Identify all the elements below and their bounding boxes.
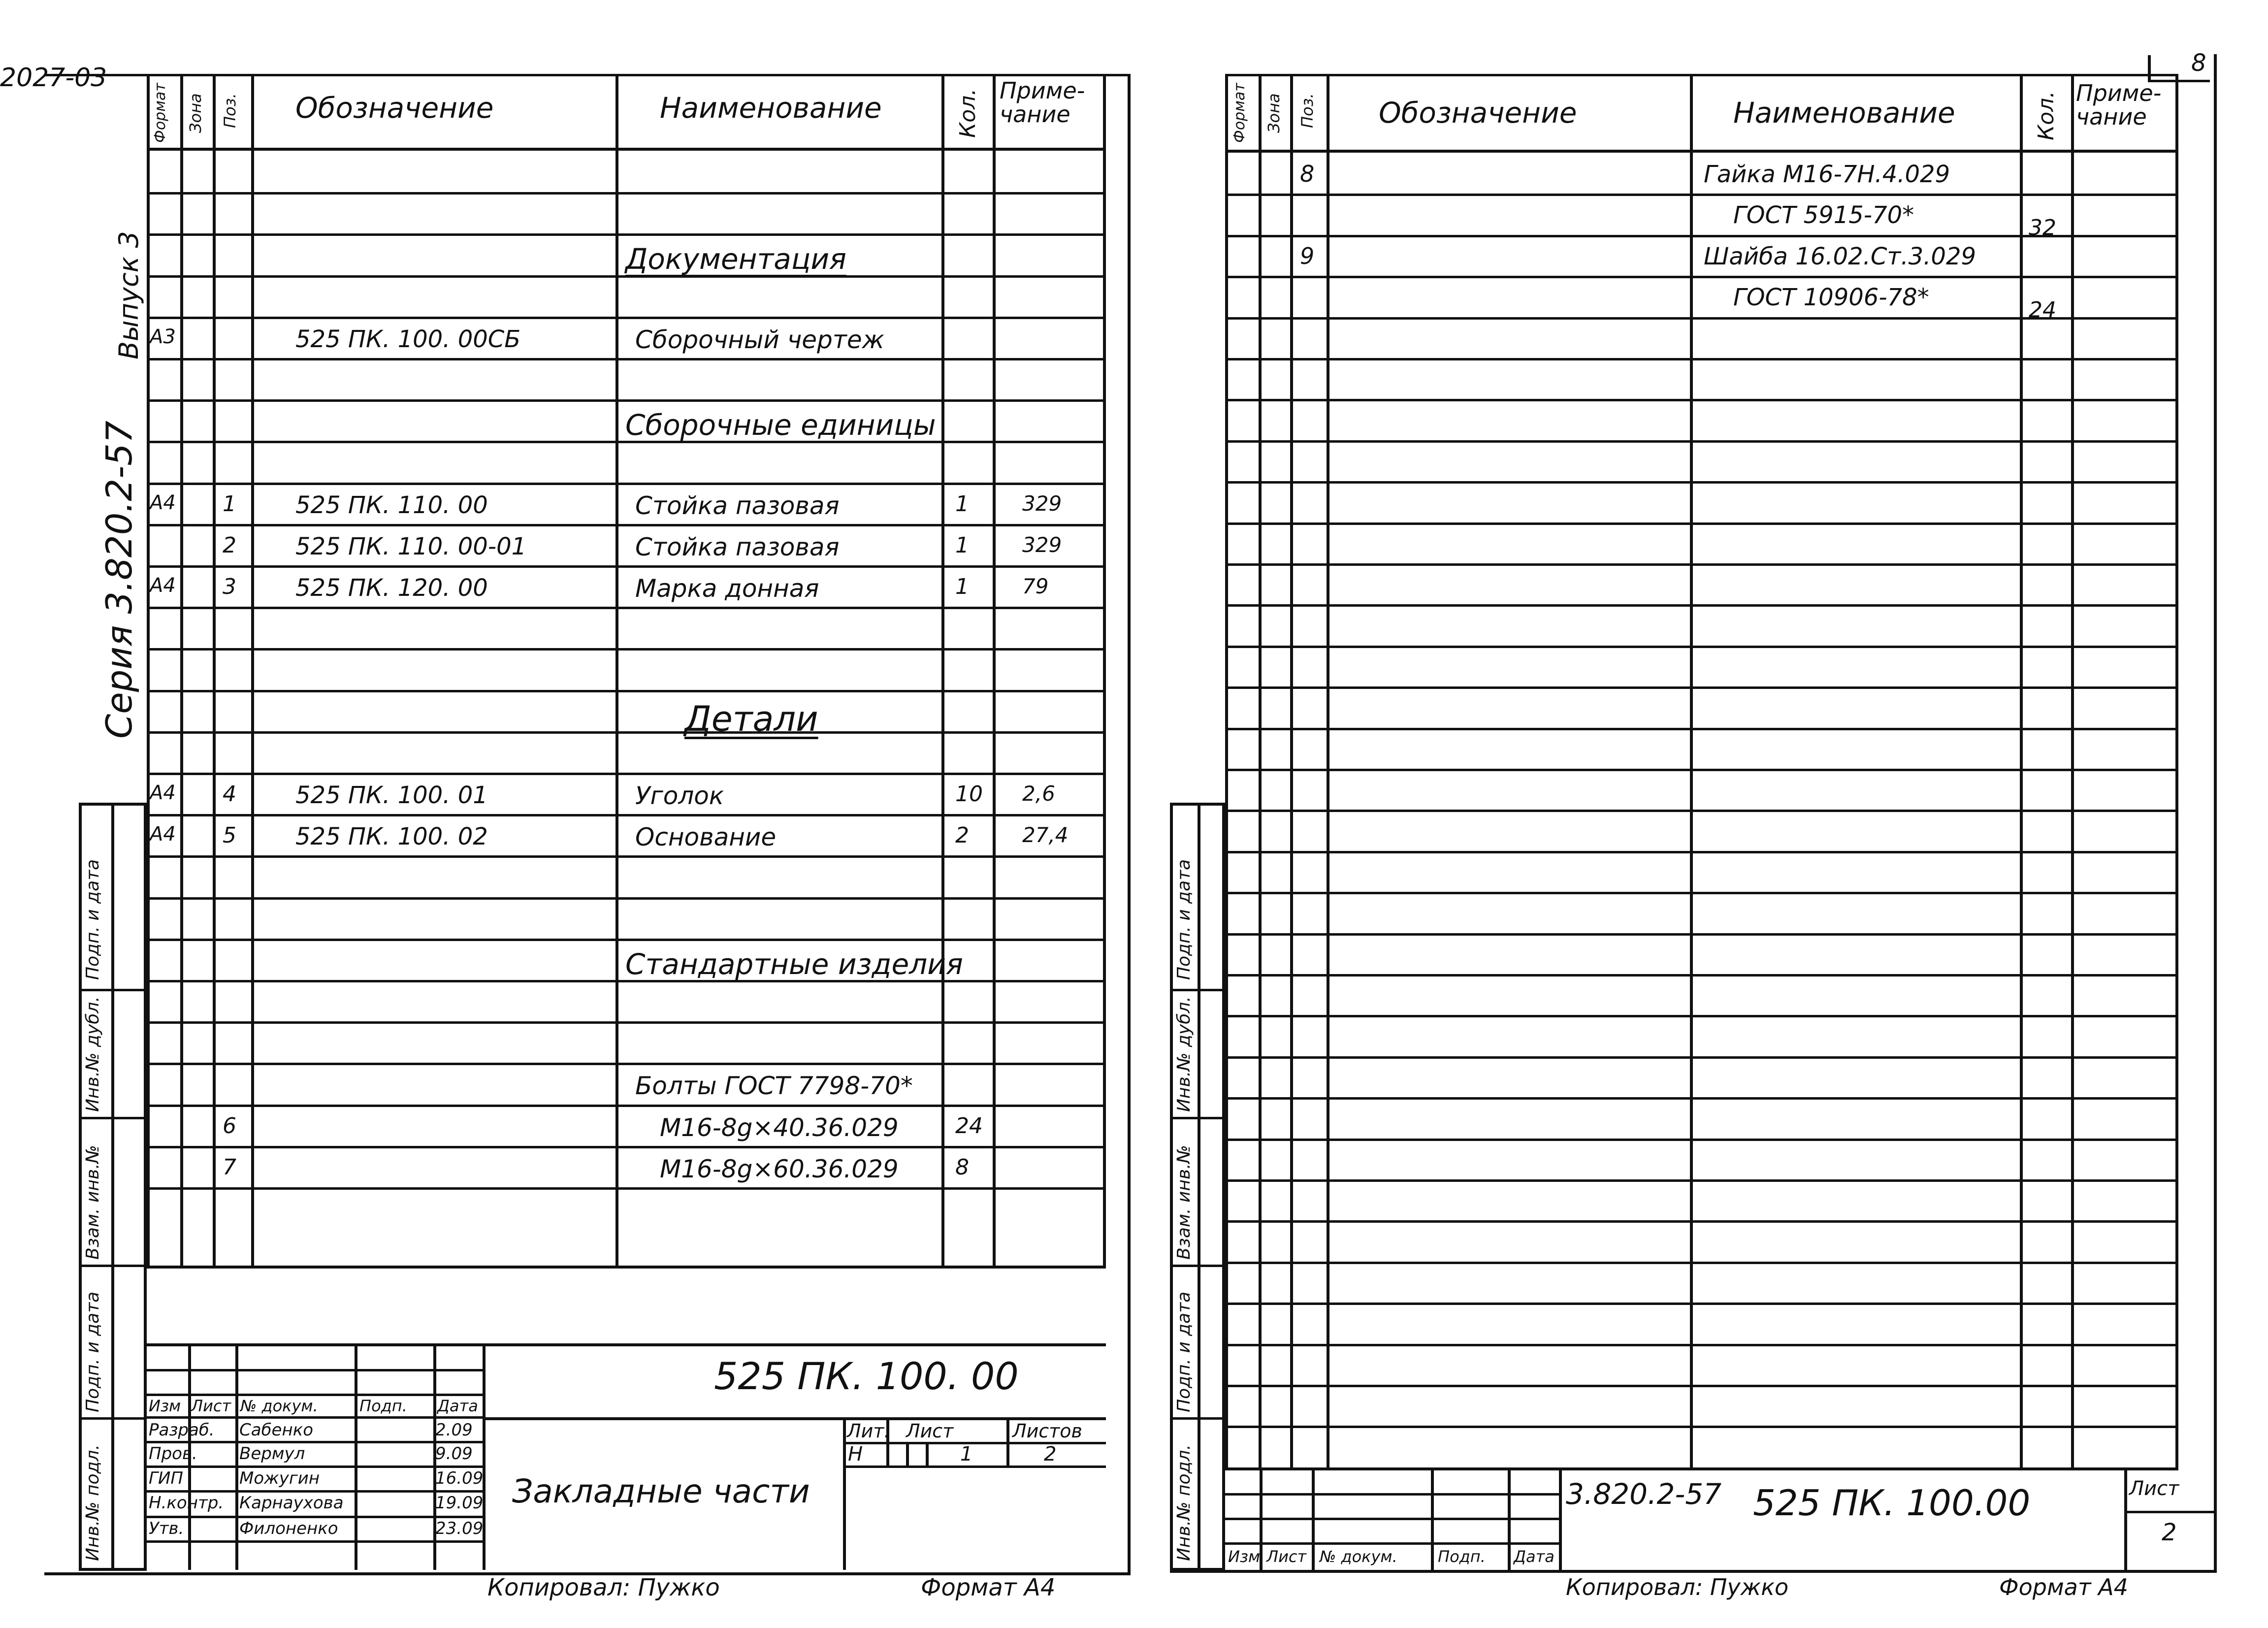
left-tb-col-dokum: № докум. <box>240 1397 318 1415</box>
left-row-9-naimenovanie-cell: Стойка пазовая <box>635 533 840 561</box>
left-row-16-kol-cell: 2 <box>955 823 969 848</box>
right-row-3-name-cell: ГОСТ 10906-78* <box>1733 284 1929 311</box>
left-tb-person-4-role: Утв. <box>149 1519 184 1538</box>
left-tb-list-value: 1 <box>960 1443 973 1465</box>
left-row-24-poz-cell: 7 <box>223 1155 236 1180</box>
left-row-4-format-cell: А3 <box>150 326 176 348</box>
table-row-line <box>147 358 1106 360</box>
right-footer-kopiroval: Копировал: Пужко <box>1566 1574 1789 1600</box>
right-row-0-poz-cell: 8 <box>1300 161 1315 187</box>
table-row-line <box>147 1021 1106 1024</box>
left-tb-person-0-role: Разраб. <box>149 1420 215 1440</box>
left-tb-lit-value: Н <box>848 1443 863 1465</box>
top-left-code: 2027-03 <box>0 63 107 93</box>
right-col-format-header: Формат <box>1231 83 1248 143</box>
left-row-16-format-cell: А4 <box>150 823 176 846</box>
table-row-line <box>147 524 1106 526</box>
left-col-oboznachenie-header: Обозначение <box>295 91 494 125</box>
table-row-line <box>147 1063 1106 1065</box>
stamp-vzam-inv: Взам. инв.№ <box>83 1145 103 1260</box>
left-tb-person-1-date: 9.09 <box>435 1444 473 1464</box>
left-row-8-kol-cell: 1 <box>955 491 969 517</box>
table-row-line <box>1225 1344 2178 1346</box>
table-row-line <box>147 939 1106 941</box>
table-row-line <box>1225 769 2178 771</box>
left-row-15-naimenovanie-cell: Уголок <box>635 781 724 810</box>
left-row-10-naimenovanie-cell: Марка донная <box>635 574 819 603</box>
left-row-10-primechanie-cell: 79 <box>1022 574 1049 598</box>
right-stamp-vzam-inv: Взам. инв.№ <box>1174 1145 1194 1260</box>
table-row-line <box>147 648 1106 651</box>
table-row-line <box>147 1187 1106 1190</box>
left-tb-listov-label: Листов <box>1012 1420 1082 1442</box>
right-col-poz-header: Поз. <box>1298 93 1317 128</box>
table-row-line <box>147 897 1106 900</box>
right-col-oboznachenie-header: Обозначение <box>1379 96 1577 130</box>
left-tb-person-4-name: Филоненко <box>239 1519 338 1538</box>
left-row-9-oboznachenie-cell: 525 ПК. 110. 00-01 <box>295 533 527 560</box>
left-row-24-naimenovanie-cell: М16-8g×60.36.029 <box>660 1155 899 1183</box>
right-tb-col-data: Дата <box>1514 1547 1555 1566</box>
table-row-line <box>147 814 1106 816</box>
left-tb-person-1-role: Пров. <box>149 1444 197 1464</box>
table-row-line <box>1225 1426 2178 1428</box>
stamp-podp-data-bottom: Подп. и дата <box>83 1291 103 1412</box>
right-col-zona-header: Зона <box>1264 93 1283 133</box>
right-tb-col-dokum: № докум. <box>1320 1547 1397 1566</box>
left-row-8-format-cell: А4 <box>150 491 176 514</box>
right-row-2-name-cell: Шайба 16.02.Ст.3.029 <box>1704 243 1976 270</box>
left-row-4-oboznachenie-cell: 525 ПК. 100. 00СБ <box>295 326 521 353</box>
table-row-line <box>147 1105 1106 1107</box>
table-row-line <box>147 607 1106 609</box>
left-row-9-primechanie-cell: 329 <box>1022 533 1062 557</box>
left-col-naimenovanie-header: Наименование <box>660 91 882 125</box>
right-col-kol-header: Кол. <box>2034 91 2059 140</box>
table-row-line <box>1225 1302 2178 1305</box>
table-row-line <box>1225 399 2178 401</box>
table-row-line <box>147 317 1106 319</box>
side-label-seriya: Серия 3.820.2-57 <box>98 421 140 739</box>
table-row-line <box>1225 810 2178 812</box>
table-row-line <box>1225 1015 2178 1017</box>
left-col-primechanie-header: Приме- чание <box>1000 77 1085 128</box>
left-row-15-primechanie-cell: 2,6 <box>1022 781 1055 806</box>
table-row-line <box>1225 933 2178 936</box>
stamp-inv-podl: Инв.№ подл. <box>83 1444 103 1561</box>
left-row-23-naimenovanie-cell: М16-8g×40.36.029 <box>660 1113 899 1142</box>
left-col-zona-header: Зона <box>186 93 205 133</box>
right-row-0-name-cell: Гайка М16-7Н.4.029 <box>1704 161 1950 188</box>
stamp-podp-data-top: Подп. и дата <box>83 859 103 980</box>
table-row-line <box>1225 1097 2178 1100</box>
table-row-line <box>1225 522 2178 525</box>
left-row-23-kol-cell: 24 <box>955 1113 983 1139</box>
right-footer-format: Формат А4 <box>1999 1574 2128 1600</box>
table-row-line <box>147 565 1106 568</box>
right-stamp-podp-data-top: Подп. и дата <box>1174 859 1194 980</box>
left-row-9-kol-cell: 1 <box>955 533 969 558</box>
left-row-8-poz-cell: 1 <box>223 491 236 517</box>
left-row-23-poz-cell: 6 <box>223 1113 236 1139</box>
left-row-24-kol-cell: 8 <box>955 1155 969 1180</box>
right-row-1-name-cell: ГОСТ 5915-70* <box>1733 201 1914 229</box>
table-row-line <box>147 690 1106 692</box>
left-tb-person-0-date: 2.09 <box>435 1420 473 1440</box>
left-tb-person-2-name: Можугин <box>239 1468 320 1488</box>
left-row-15-format-cell: А4 <box>150 781 176 804</box>
left-row-16-naimenovanie-cell: Основание <box>635 823 777 851</box>
table-row-line <box>147 1146 1106 1148</box>
left-row-22-naimenovanie-cell: Болты ГОСТ 7798-70* <box>635 1072 913 1100</box>
left-row-10-oboznachenie-cell: 525 ПК. 120. 00 <box>295 574 488 602</box>
left-row-9-poz-cell: 2 <box>223 533 236 558</box>
table-row-line <box>1225 892 2178 894</box>
left-col-format-header: Формат <box>152 83 169 143</box>
left-header-bottom-line <box>147 148 1106 151</box>
table-row-line <box>1225 1385 2178 1387</box>
table-row-line <box>1225 686 2178 689</box>
table-row-line <box>1225 194 2178 196</box>
table-row-line <box>1225 358 2178 360</box>
left-tb-listov-value: 2 <box>1044 1443 1057 1465</box>
right-row-1-kol-cell: 32 <box>2029 215 2056 240</box>
table-row-line <box>147 399 1106 402</box>
left-row-8-oboznachenie-cell: 525 ПК. 110. 00 <box>295 491 488 519</box>
page-number-top-right: 8 <box>2191 49 2206 77</box>
left-row-10-poz-cell: 3 <box>223 574 236 599</box>
right-tb-col-podp: Подп. <box>1438 1547 1486 1566</box>
left-row-2-naimenovanie-cell: Документация <box>625 242 846 276</box>
right-tb-col-izm: Изм <box>1228 1547 1261 1566</box>
left-tb-person-1-name: Вермул <box>239 1444 305 1464</box>
left-tb-person-2-role: ГИП <box>149 1468 183 1488</box>
left-tb-person-3-role: Н.контр. <box>149 1493 224 1513</box>
right-tb-list-value: 2 <box>2162 1519 2177 1546</box>
left-col-kol-header: Кол. <box>955 88 980 138</box>
table-row-line <box>1225 646 2178 648</box>
table-row-line <box>1225 1056 2178 1059</box>
right-tb-series: 3.820.2-57 <box>1566 1477 1722 1511</box>
left-tb-col-podp: Подп. <box>359 1397 407 1415</box>
table-row-line <box>147 233 1106 236</box>
left-row-10-format-cell: А4 <box>150 574 176 597</box>
left-tb-doc-name: Закладные части <box>512 1472 810 1510</box>
left-row-8-primechanie-cell: 329 <box>1022 491 1062 516</box>
table-row-line <box>147 731 1106 734</box>
table-row-line <box>1225 276 2178 278</box>
left-footer-format: Формат А4 <box>921 1574 1056 1601</box>
left-tb-doc-code: 525 ПК. 100. 00 <box>714 1354 1019 1398</box>
table-row-line <box>1225 728 2178 730</box>
table-row-line <box>1225 563 2178 566</box>
left-row-19-naimenovanie-cell: Стандартные изделия <box>625 947 963 981</box>
table-row-line <box>147 192 1106 195</box>
left-tb-col-izm: Изм <box>149 1397 181 1415</box>
table-row-line <box>1225 604 2178 607</box>
side-label-vypusk: Выпуск 3 <box>113 231 144 359</box>
left-row-8-naimenovanie-cell: Стойка пазовая <box>635 491 840 520</box>
right-stamp-inv-podl: Инв.№ подл. <box>1174 1444 1194 1561</box>
table-row-line <box>1225 851 2178 853</box>
stamp-inv-dubl: Инв.№ дубл. <box>83 996 103 1112</box>
right-col-primechanie-header: Приме- чание <box>2076 80 2162 130</box>
right-row-3-kol-cell: 24 <box>2029 297 2056 323</box>
left-tb-person-2-date: 16.09 <box>435 1468 484 1488</box>
table-row-line <box>1225 1179 2178 1182</box>
table-row-line <box>1225 974 2178 977</box>
left-row-15-kol-cell: 10 <box>955 781 983 807</box>
table-row-line <box>1225 481 2178 484</box>
left-row-4-naimenovanie-cell: Сборочный чертеж <box>635 326 884 354</box>
left-tb-person-3-date: 19.09 <box>435 1493 484 1513</box>
left-row-16-oboznachenie-cell: 525 ПК. 100. 02 <box>295 823 488 850</box>
right-tb-doc-code: 525 ПК. 100.00 <box>1753 1482 2031 1524</box>
right-tb-col-list: Лист <box>1266 1547 1307 1566</box>
right-stamp-inv-dubl: Инв.№ дубл. <box>1174 996 1194 1112</box>
right-tb-list-label: Лист <box>2129 1477 2179 1500</box>
table-row-line <box>147 855 1106 858</box>
left-tb-col-data: Дата <box>437 1397 478 1415</box>
left-row-13-naimenovanie-cell: Детали <box>684 699 818 739</box>
table-row-line <box>1225 1220 2178 1223</box>
left-row-6-naimenovanie-cell: Сборочные единицы <box>625 408 936 442</box>
left-row-15-oboznachenie-cell: 525 ПК. 100. 01 <box>295 781 488 809</box>
left-row-16-poz-cell: 5 <box>223 823 236 848</box>
left-tb-list-label: Лист <box>906 1420 954 1442</box>
table-row-line <box>1225 440 2178 443</box>
table-row-line <box>1225 1139 2178 1141</box>
left-row-16-primechanie-cell: 27,4 <box>1022 823 1069 847</box>
table-row-line <box>147 483 1106 485</box>
left-row-15-poz-cell: 4 <box>223 781 236 807</box>
right-stamp-podp-data-bottom: Подп. и дата <box>1174 1291 1194 1412</box>
left-tb-col-list: Лист <box>191 1397 231 1415</box>
left-tb-lit-label: Лит. <box>847 1420 890 1442</box>
table-row-line <box>147 773 1106 775</box>
left-tb-person-4-date: 23.09 <box>435 1519 484 1538</box>
left-footer-kopiroval: Копировал: Пужко <box>487 1574 720 1601</box>
left-row-10-kol-cell: 1 <box>955 574 969 599</box>
left-tb-person-0-name: Сабенко <box>239 1420 314 1440</box>
left-tb-person-3-name: Карнаухова <box>239 1493 344 1513</box>
left-col-poz-header: Поз. <box>221 93 239 128</box>
table-row-line <box>1225 1262 2178 1264</box>
right-col-naimenovanie-header: Наименование <box>1733 96 1955 130</box>
right-row-2-poz-cell: 9 <box>1300 243 1315 269</box>
